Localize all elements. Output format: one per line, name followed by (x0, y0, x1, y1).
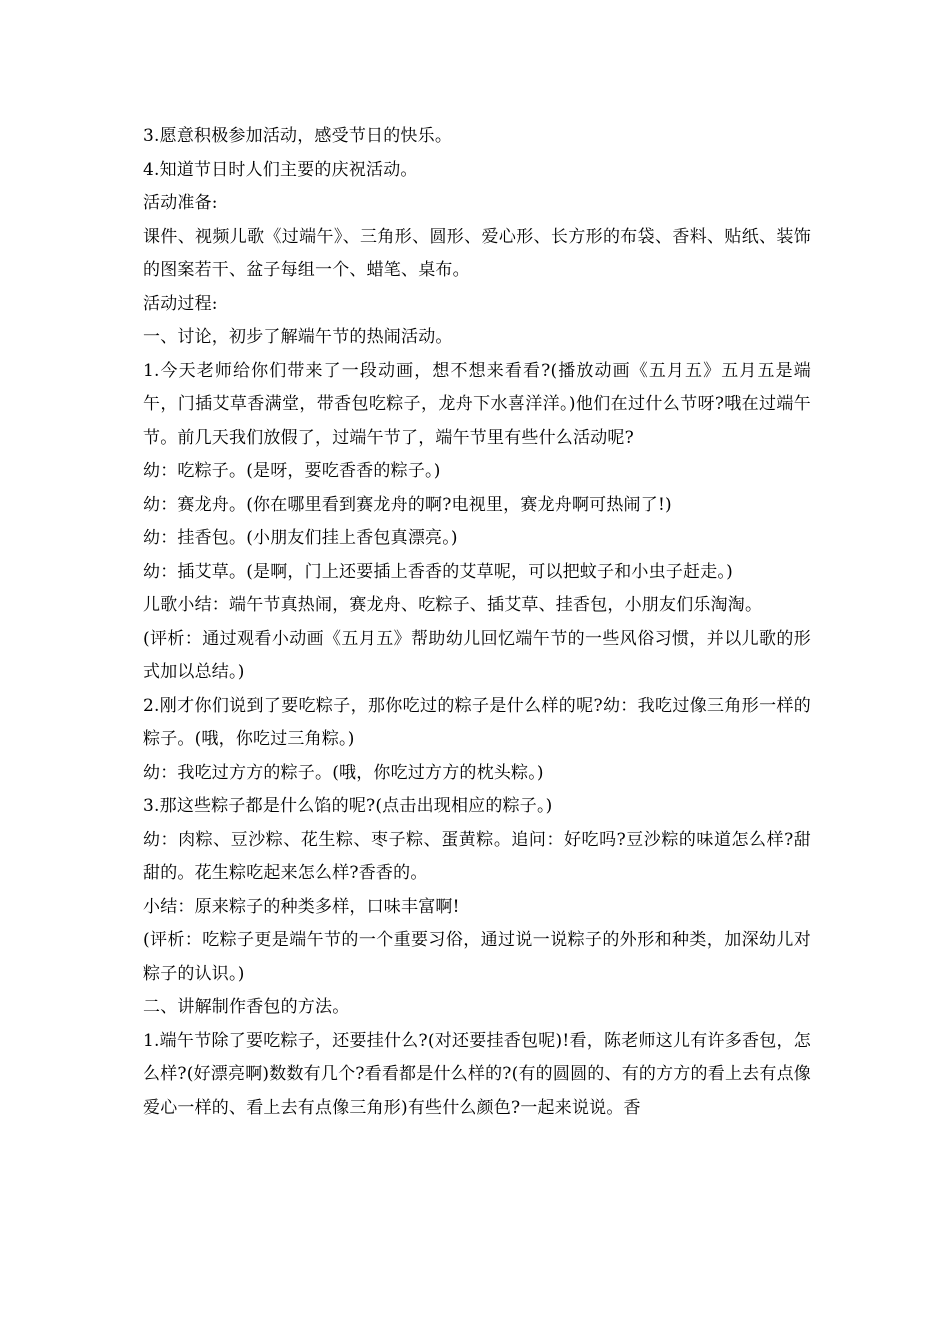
paragraph: 4.知道节日时人们主要的庆祝活动。 (143, 159, 418, 180)
dialogue-line: 幼：插艾草。(是啊，门上还要插上香香的艾草呢，可以把蚊子和小虫子赶走。) (143, 561, 733, 582)
paragraph: 1.今天老师给你们带来了一段动画，想不想来看看?(播放动画《五月五》五月五是端午，门插艾草香满堂，带香包吃粽子，龙舟下水喜洋洋。)他们在过什么节呀?哦在过端午节。前几天我们放假了，过端午节了，端午节里有些什么活动呢? (143, 360, 811, 448)
document-body (143, 120, 811, 1125)
paragraph: 3.愿意积极参加活动，感受节日的快乐。 (143, 126, 453, 146)
dialogue-line: 幼：我吃过方方的粽子。(哦，你吃过方方的枕头粽。) (143, 762, 544, 783)
paragraph: 课件、视频儿歌《过端午》、三角形、圆形、爱心形、长方形的布袋、香料、贴纸、装饰的图案若干、盆子每组一个、蜡笔、桌布。 (143, 226, 811, 280)
dialogue-line: 幼：吃粽子。(是呀，要吃香香的粽子。) (143, 461, 441, 481)
section-heading: 一、讨论，初步了解端午节的热闹活动。 (143, 327, 453, 347)
paragraph: 儿歌小结：端午节真热闹，赛龙舟、吃粽子、插艾草、挂香包，小朋友们乐淘淘。 (143, 595, 763, 615)
dialogue-line: 幼：肉粽、豆沙粽、花生粽、枣子粽、蛋黄粽。追问：好吃吗?豆沙粽的味道怎么样?甜甜的。花生粽吃起来怎么样?香香的。 (143, 829, 811, 883)
paragraph: 2.刚才你们说到了要吃粽子，那你吃过的粽子是什么样的呢?幼：我吃过像三角形一样的粽子。(哦，你吃过三角粽。) (143, 695, 811, 749)
dialogue-line: 幼：赛龙舟。(你在哪里看到赛龙舟的啊?电视里，赛龙舟啊可热闹了!) (143, 494, 672, 515)
paragraph: 小结：原来粽子的种类多样，口味丰富啊! (143, 896, 460, 917)
paragraph: 1.端午节除了要吃粽子，还要挂什么?(对还要挂香包呢)!看，陈老师这儿有许多香包，怎么样?(好漂亮啊)数数有几个?看看都是什么样的?(有的圆圆的、有的方方的看上去有点像爱心一样的、看上去有点像三角形)有些什么颜色?一起来说说。香 (143, 1030, 811, 1118)
paragraph: 3.那这些粽子都是什么馅的呢?(点击出现相应的粽子。) (143, 796, 553, 816)
dialogue-line: 幼：挂香包。(小朋友们挂上香包真漂亮。) (143, 528, 458, 548)
section-heading: 二、讲解制作香包的方法。 (143, 997, 350, 1017)
section-heading: 活动过程: (143, 293, 218, 314)
commentary: (评析：吃粽子更是端午节的一个重要习俗，通过说一说粽子的外形和种类，加深幼儿对粽子的认识。) (143, 930, 811, 984)
section-heading: 活动准备: (143, 193, 218, 213)
commentary: (评析：通过观看小动画《五月五》帮助幼儿回忆端午节的一些风俗习惯，并以儿歌的形式加以总结。) (143, 628, 811, 682)
